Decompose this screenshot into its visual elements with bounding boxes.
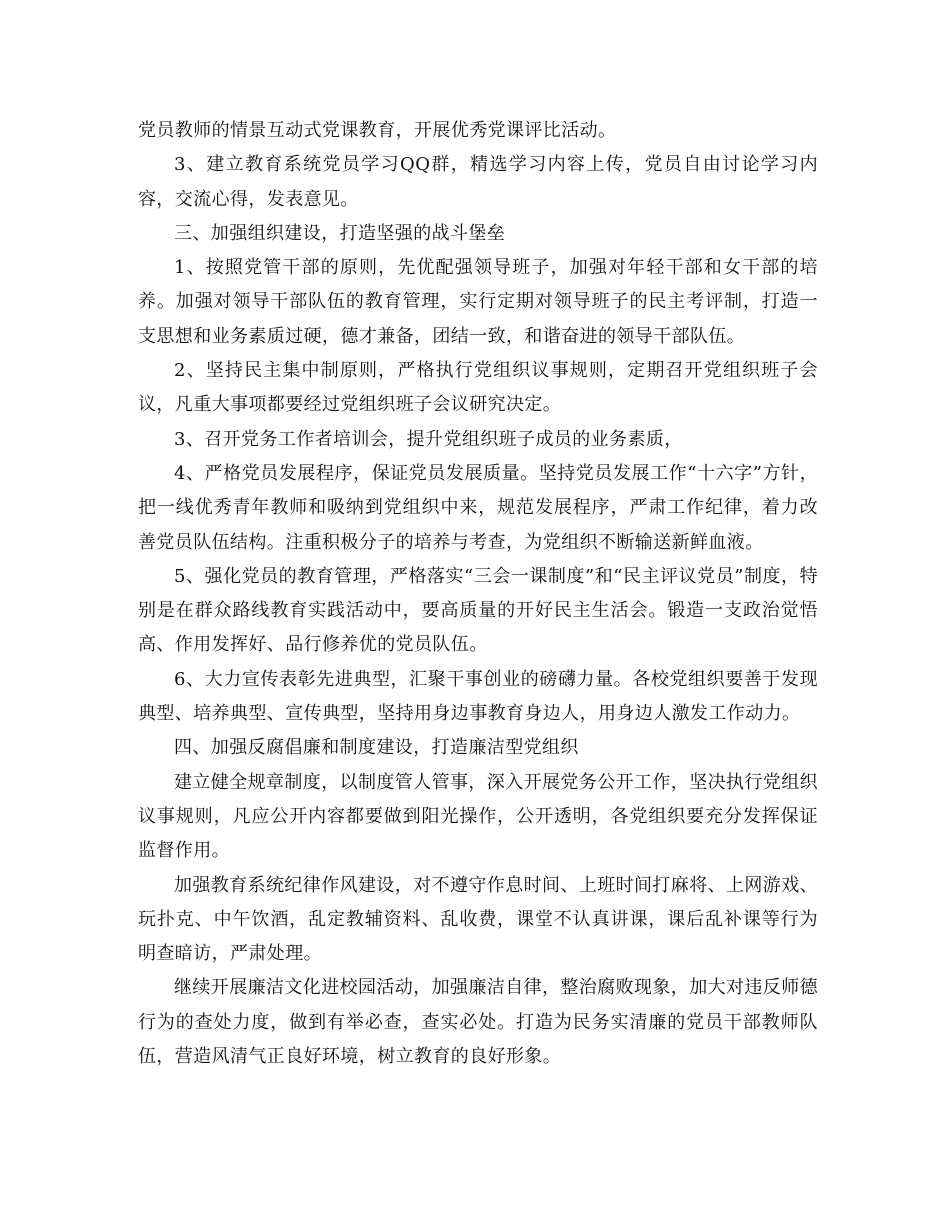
paragraph-12: 加强教育系统纪律作风建设，对不遵守作息时间、上班时间打麻将、上网游戏、玩扑克、中午饮酒，乱定教辅资料、乱收费，课堂不认真讲课，课后乱补课等行为明查暗访，严肃处理。 [138, 874, 818, 965]
paragraph-6: 3、召开党务工作者培训会，提升党组织班子成员的业务素质， [174, 428, 683, 450]
paragraph-9: 6、大力宣传表彰先进典型，汇聚干事创业的磅礴力量。各校党组织要善于发现典型、培养典型、宣传典型，坚持用身边事教育身边人，用身边人激发工作动力。 [138, 668, 818, 725]
section-heading-3: 三、加强组织建设，打造坚强的战斗堡垒 [174, 222, 506, 244]
document-body [138, 114, 818, 1074]
paragraph-1: 党员教师的情景互动式党课教育，开展优秀党课评比活动。 [138, 120, 617, 141]
paragraph-13: 继续开展廉洁文化进校园活动，加强廉洁自律，整治腐败现象，加大对违反师德行为的查处力度，做到有举必查，查实必处。打造为民务实清廉的党员干部教师队伍，营造风清气正良好环境，树立教育的良好形象。 [138, 977, 818, 1068]
paragraph-11: 建立健全规章制度，以制度管人管事，深入开展党务公开工作，坚决执行党组织议事规则，凡应公开内容都要做到阳光操作，公开透明，各党组织要充分发挥保证监督作用。 [138, 771, 818, 862]
paragraph-7: 4、严格党员发展程序，保证党员发展质量。坚持党员发展工作“十六字”方针，把一线优秀青年教师和吸纳到党组织中来，规范发展程序，严肃工作纪律，着力改善党员队伍结构。注重积极分子的培养与考查，为党组织不断输送新鲜血液。 [138, 462, 818, 553]
paragraph-5: 2、坚持民主集中制原则，严格执行党组织议事规则，定期召开党组织班子会议，凡重大事项都要经过党组织班子会议研究决定。 [138, 360, 818, 416]
section-heading-4: 四、加强反腐倡廉和制度建设，打造廉洁型党组织 [174, 737, 579, 759]
paragraph-8: 5、强化党员的教育管理，严格落实“三会一课制度”和“民主评议党员”制度，特别是在群众路线教育实践活动中，要高质量的开好民主生活会。锻造一支政治觉悟高、作用发挥好、品行修养优的党员队伍。 [138, 565, 818, 656]
paragraph-4: 1、按照党管干部的原则，先优配强领导班子，加强对年轻干部和女干部的培养。加强对领导干部队伍的教育管理，实行定期对领导班子的民主考评制，打造一支思想和业务素质过硬，德才兼备，团结一致，和谐奋进的领导干部队伍。 [138, 257, 818, 347]
paragraph-2: 3、建立教育系统党员学习QQ群，精选学习内容上传，党员自由讨论学习内容，交流心得，发表意见。 [138, 154, 818, 210]
